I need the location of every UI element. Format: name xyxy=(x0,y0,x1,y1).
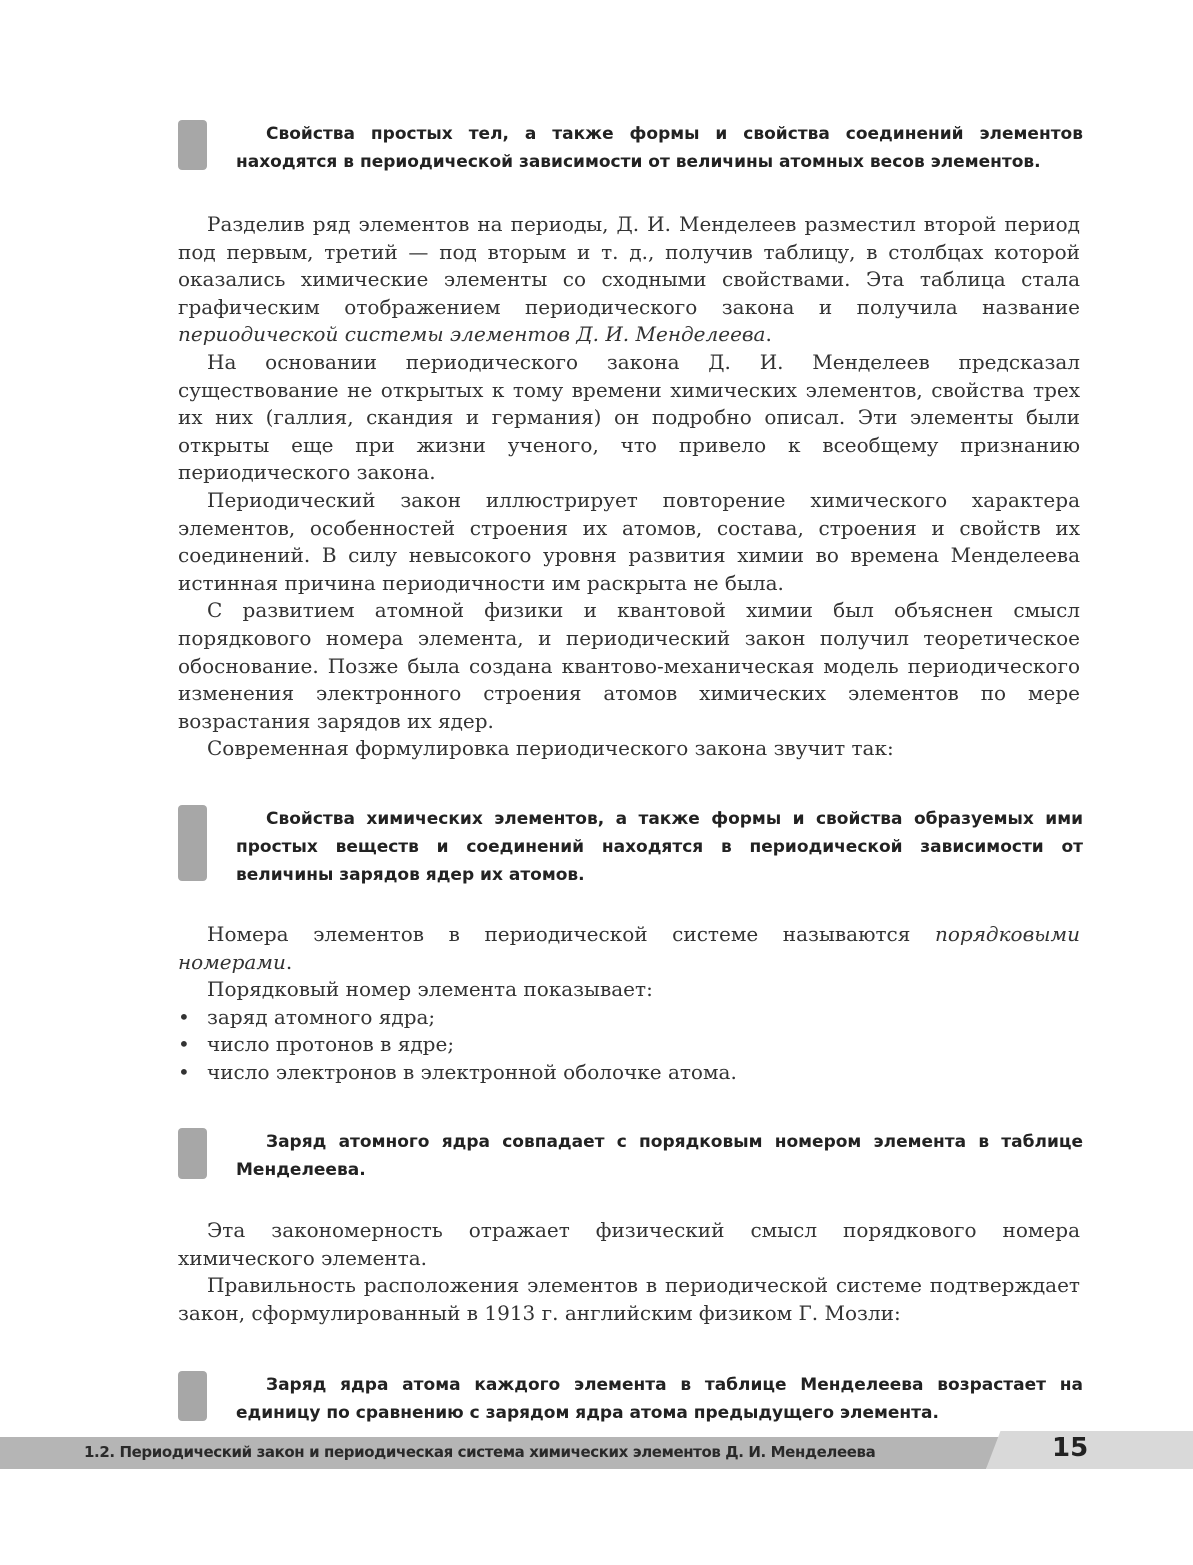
term-ordinal-numbers: порядковыми номерами xyxy=(178,922,1080,974)
paragraph: Разделив ряд элементов на периоды, Д. И. Менделеев разместил второй период под первым, третий — под вторым и т. д., получив таблицу, в столбцах которой оказались химические элементы со сходными свойствами. Эта таблица стала графическим отображением периодического закона и получила название периодической системы элементов Д. И. Менделеева. xyxy=(178,212,1080,347)
paragraph: Номера элементов в периодической системе называются порядковыми номерами. xyxy=(178,922,1080,974)
body-section-1 xyxy=(178,211,1080,763)
callout-marker xyxy=(178,120,207,170)
callout-text: Заряд ядра атома каждого элемента в таблице Менделеева возрастает на единицу по сравнению с зарядом ядра атома предыдущего элемента. xyxy=(236,1375,1083,1423)
list-item: • число электронов в электронной оболочке атома. xyxy=(178,1059,1080,1087)
callout-text: Свойства простых тел, а также формы и свойства соединений элементов находятся в периодической зависимости от величины атомных весов элементов. xyxy=(236,124,1083,172)
paragraph: Современная формулировка периодического закона звучит так: xyxy=(207,736,894,761)
running-title: 1.2. Периодический закон и периодическая система химических элементов Д. И. Менделеева xyxy=(84,1443,876,1461)
paragraph: На основании периодического закона Д. И. Менделеев предсказал существование не открытых к тому времени химических элементов, свойства трех их них (галлия, скандия и германия) он подробно описал. Эти элементы были открыты еще при жизни ученого, что привело к всеобщему признанию периодического закона. xyxy=(178,349,1080,485)
paragraph: Порядковый номер элемента показывает: xyxy=(207,977,653,1002)
bullet-icon: • xyxy=(178,1059,190,1084)
callout-text: Свойства химических элементов, а также формы и свойства образуемых ими простых веществ и соединений находятся в периодической зависимости от величины зарядов ядер их атомов. xyxy=(236,809,1083,885)
callout-marker xyxy=(178,1128,207,1179)
paragraph: Периодический закон иллюстрирует повторение химического характера элементов, особенностей строения их атомов, состава, строения и свойств их соединений. В силу невысокого уровня развития химии во времена Менделеева истинная причина периодичности им раскрыта не была. xyxy=(178,487,1080,595)
callout-marker xyxy=(178,805,207,881)
key-statement-4 xyxy=(178,1371,1083,1427)
body-section-2 xyxy=(178,921,1080,1087)
callout-marker xyxy=(178,1371,207,1421)
callout-text: Заряд атомного ядра совпадает с порядковым номером элемента в таблице Менделеева. xyxy=(236,1132,1083,1180)
bullet-icon: • xyxy=(178,1032,190,1057)
page-number: 15 xyxy=(1052,1433,1089,1463)
key-statement-3 xyxy=(178,1128,1083,1184)
bullet-icon: • xyxy=(178,1004,190,1029)
list-item: • число протонов в ядре; xyxy=(178,1031,1080,1059)
key-statement-1 xyxy=(178,120,1083,176)
key-statement-2 xyxy=(178,805,1083,889)
paragraph: С развитием атомной физики и квантовой химии был объяснен смысл порядкового номера элемента, и периодический закон получил теоретическое обоснование. Позже была создана квантово-механическая модель периодического изменения электронного строения атомов химических элементов по мере возрастания зарядов их ядер. xyxy=(178,598,1080,733)
paragraph: Правильность расположения элементов в периодической системе подтверждает закон, сформулированный в 1913 г. английским физиком Г. Мозли: xyxy=(178,1273,1080,1325)
page-number-tab xyxy=(986,1431,1193,1469)
list-item: • заряд атомного ядра; xyxy=(178,1004,1080,1032)
paragraph: Эта закономерность отражает физический смысл порядкового номера химического элемента. xyxy=(178,1218,1080,1270)
body-section-3 xyxy=(178,1217,1080,1327)
term-periodic-system: периодической системы элементов Д. И. Менделеева xyxy=(178,322,766,347)
